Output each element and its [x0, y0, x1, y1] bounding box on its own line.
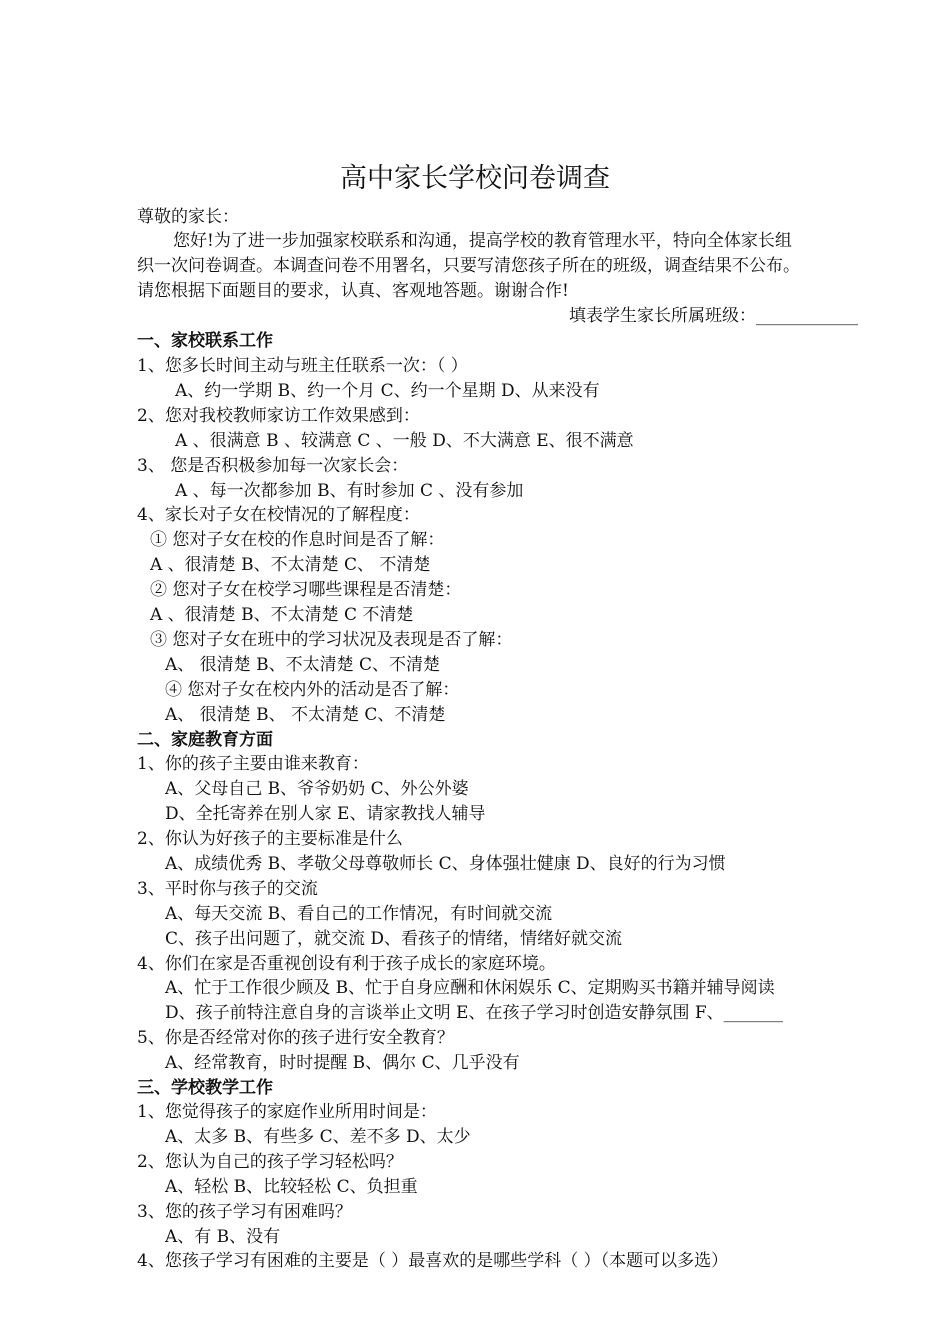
question-options: A 、很清楚 B、不太清楚 C 不清楚: [150, 605, 414, 625]
sub-question: ④ 您对子女在校内外的活动是否了解：: [165, 680, 460, 700]
greeting: 尊敬的家长：: [137, 207, 239, 227]
question: 4、您孩子学习有困难的主要是（ ）最喜欢的是哪些学科（ ）（本题可以多选）: [137, 1251, 729, 1271]
question: 3、平时你与孩子的交流: [137, 879, 318, 899]
question-options: D、孩子前特注意自身的言谈举止文明 E、在孩子学习时创造安静氛围 F、_______: [165, 1003, 784, 1023]
question-options: A、经常教育，时时提醒 B、偶尔 C、几乎没有: [165, 1053, 520, 1073]
question-options: A、成绩优秀 B、孝敬父母尊敬师长 C、身体强壮健康 D、良好的行为习惯: [165, 854, 726, 874]
question-options: C、孩子出问题了，就交流 D、看孩子的情绪，情绪好就交流: [165, 929, 623, 949]
question-options: A、有 B、没有: [165, 1227, 281, 1247]
question-options: A 、每一次都参加 B、有时参加 C 、没有参加: [175, 481, 524, 501]
question: 2、您对我校教师家访工作效果感到：: [137, 406, 420, 426]
question: 3、 您是否积极参加每一次家长会：: [137, 456, 409, 476]
sub-question: ③ 您对子女在班中的学习状况及表现是否了解：: [150, 630, 513, 650]
question: 1、你的孩子主要由谁来教育：: [137, 754, 369, 774]
question-options: A 、很满意 B 、较满意 C 、一般 D、不大满意 E、很不满意: [175, 431, 634, 451]
question-options: D、全托寄养在别人家 E、请家教找人辅导: [165, 804, 486, 824]
question: 4、你们在家是否重视创设有利于孩子成长的家庭环境。: [137, 954, 556, 974]
question: 1、您多长时间主动与班主任联系一次：（ ）: [137, 356, 468, 376]
class-field: 填表学生家长所属班级：____________: [569, 306, 858, 326]
question-options: A 、很清楚 B、不太清楚 C、 不清楚: [150, 555, 431, 575]
sub-question: ② 您对子女在校学习哪些课程是否清楚：: [150, 580, 462, 600]
intro-paragraph-line: 织一次问卷调查。本调查问卷不用署名，只要写清您孩子所在的班级，调查结果不公布。: [137, 256, 800, 276]
question-options: A、 很清楚 B、不太清楚 C、不清楚: [165, 655, 440, 675]
document-title: 高中家长学校问卷调查: [340, 163, 610, 194]
section-heading: 一、家校联系工作: [137, 331, 273, 351]
intro-paragraph-line: 请您根据下面题目的要求，认真、客观地答题。谢谢合作!: [137, 281, 569, 301]
question-options: A、轻松 B、比较轻松 C、负担重: [165, 1177, 418, 1197]
question-options: A、忙于工作很少顾及 B、忙于自身应酬和休闲娱乐 C、定期购买书籍并辅导阅读: [165, 978, 775, 998]
question-options: A、太多 B、有些多 C、差不多 D、太少: [165, 1127, 471, 1147]
question: 2、您认为自己的孩子学习轻松吗？: [137, 1152, 403, 1172]
question: 4、家长对子女在校情况的了解程度：: [137, 505, 420, 525]
question: 2、你认为好孩子的主要标准是什么: [137, 829, 403, 849]
intro-paragraph-line: 您好!为了进一步加强家校联系和沟通，提高学校的教育管理水平，特向全体家长组: [173, 231, 792, 251]
question-options: A、每天交流 B、看自己的工作情况，有时间就交流: [165, 904, 553, 924]
question-options: A、 很清楚 B、 不太清楚 C、不清楚: [165, 705, 446, 725]
question: 3、您的孩子学习有困难吗？: [137, 1202, 352, 1222]
question: 1、您觉得孩子的家庭作业所用时间是：: [137, 1102, 437, 1122]
question: 5、你是否经常对你的孩子进行安全教育？: [137, 1028, 454, 1048]
question-options: A、约一学期 B、约一个月 C、约一个星期 D、从来没有: [175, 381, 600, 401]
question-options: A、父母自己 B、爷爷奶奶 C、外公外婆: [165, 779, 469, 799]
section-heading: 二、家庭教育方面: [137, 730, 273, 750]
sub-question: ① 您对子女在校的作息时间是否了解：: [150, 530, 445, 550]
section-heading: 三、学校教学工作: [137, 1078, 273, 1098]
